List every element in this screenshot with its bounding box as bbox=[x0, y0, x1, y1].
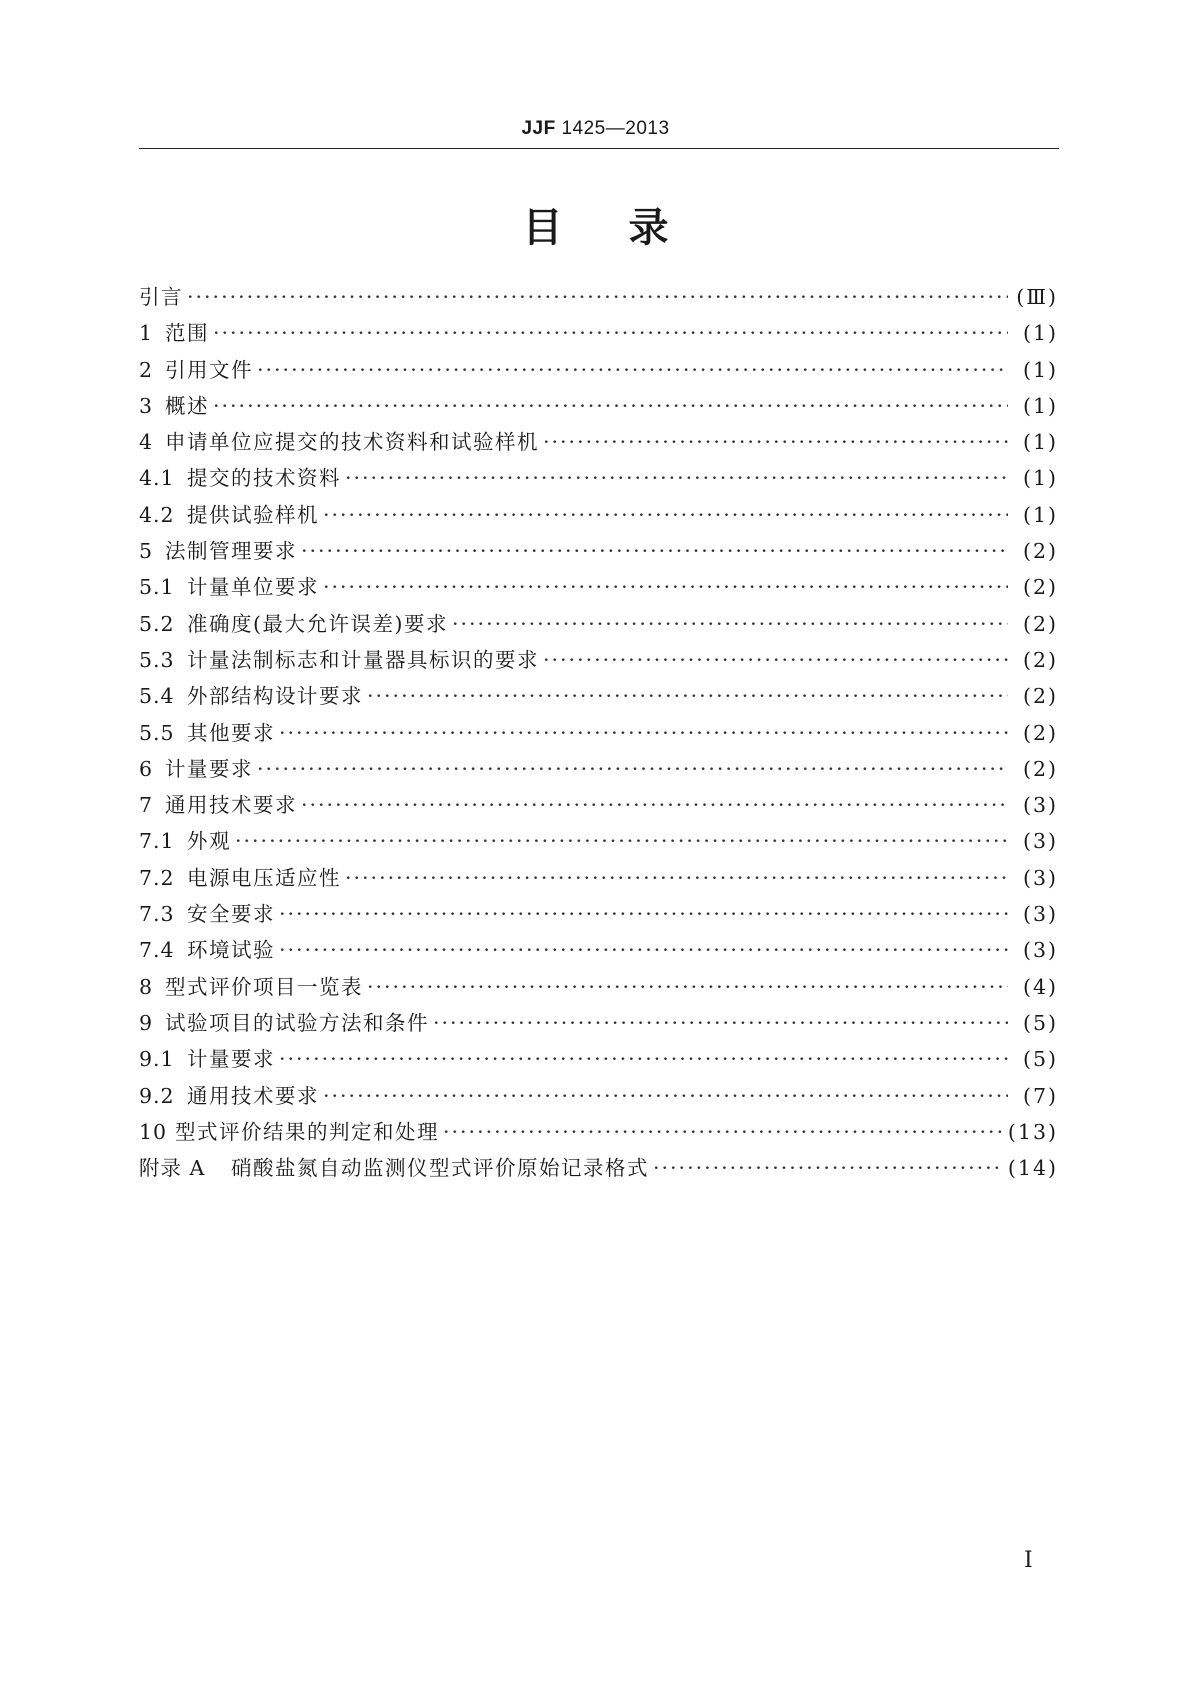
toc-entry-number: 9 bbox=[139, 1010, 154, 1035]
toc-dot-leader bbox=[452, 612, 1008, 636]
toc-entry-number: 2 bbox=[139, 357, 154, 382]
toc-entry-number: 附录 A bbox=[139, 1156, 206, 1181]
toc-entry[interactable] bbox=[139, 824, 1058, 860]
toc-entry-title: 引用文件 bbox=[165, 357, 253, 382]
toc-entry-number: 5.4 bbox=[139, 684, 175, 709]
toc-entry-page: (1) bbox=[1022, 430, 1058, 455]
toc-entry-number: 3 bbox=[139, 393, 154, 418]
toc-entry[interactable] bbox=[139, 389, 1058, 425]
toc-entry[interactable] bbox=[139, 570, 1058, 606]
toc-entry[interactable] bbox=[139, 461, 1058, 497]
toc-entry-title: 准确度(最大允许误差)要求 bbox=[187, 611, 448, 636]
toc-entry-title: 外观 bbox=[187, 829, 231, 854]
toc-entry[interactable] bbox=[139, 498, 1058, 534]
toc-entry-page: (2) bbox=[1022, 647, 1058, 672]
toc-entry[interactable] bbox=[139, 933, 1058, 969]
toc-entry[interactable] bbox=[139, 353, 1058, 389]
toc-entry-page: (1) bbox=[1022, 502, 1058, 527]
toc-entry-number: 9.2 bbox=[139, 1083, 175, 1108]
toc-dot-leader bbox=[367, 975, 1008, 999]
toc-entry[interactable] bbox=[139, 534, 1058, 570]
toc-entry-title: 法制管理要求 bbox=[165, 539, 297, 564]
toc-entry-number: 9.1 bbox=[139, 1047, 175, 1072]
toc-entry-title: 提供试验样机 bbox=[187, 502, 319, 527]
toc-entry-number: 5.5 bbox=[139, 720, 175, 745]
toc-entry-title: 提交的技术资料 bbox=[187, 466, 341, 491]
toc-entry-number: 4.2 bbox=[139, 502, 175, 527]
toc-dot-leader bbox=[345, 466, 1008, 490]
standard-code bbox=[0, 118, 1191, 140]
page-number: I bbox=[1024, 1548, 1033, 1573]
toc-entry-title: 环境试验 bbox=[187, 938, 275, 963]
toc-entry[interactable] bbox=[139, 280, 1058, 316]
toc-entry-title: 型式评价项目一览表 bbox=[165, 974, 363, 999]
toc-entry-title: 引言 bbox=[139, 285, 183, 309]
toc-entry-title: 安全要求 bbox=[187, 902, 275, 927]
toc-dot-leader bbox=[367, 684, 1008, 708]
toc-entry[interactable] bbox=[139, 607, 1058, 643]
toc-entry-page: (1) bbox=[1022, 393, 1058, 418]
toc-entry-page: (2) bbox=[1022, 720, 1058, 745]
standard-code-number: 1425—2013 bbox=[555, 118, 670, 139]
toc-entry[interactable] bbox=[139, 679, 1058, 715]
toc-entry[interactable] bbox=[139, 861, 1058, 897]
toc-entry[interactable] bbox=[139, 716, 1058, 752]
toc-dot-leader bbox=[257, 358, 1008, 382]
toc-entry-number: 1 bbox=[139, 321, 154, 346]
toc-entry-title: 其他要求 bbox=[187, 720, 275, 745]
toc-entry[interactable] bbox=[139, 897, 1058, 933]
toc-entry[interactable] bbox=[139, 970, 1058, 1006]
toc-dot-leader bbox=[279, 1047, 1008, 1071]
toc-entry-title: 通用技术要求 bbox=[165, 793, 297, 818]
toc-entry-number: 6 bbox=[139, 756, 154, 781]
toc-dot-leader bbox=[213, 394, 1008, 418]
toc-entry[interactable] bbox=[139, 425, 1058, 461]
toc-entry[interactable] bbox=[139, 1006, 1058, 1042]
toc-entry-page: (7) bbox=[1022, 1083, 1058, 1108]
toc-entry[interactable] bbox=[139, 788, 1058, 824]
toc-entry-page: (3) bbox=[1022, 829, 1058, 854]
toc-entry-number: 5.1 bbox=[139, 575, 175, 600]
table-of-contents bbox=[139, 280, 1058, 1187]
toc-entry-page: (3) bbox=[1022, 865, 1058, 890]
toc-entry[interactable] bbox=[139, 643, 1058, 679]
toc-dot-leader bbox=[279, 721, 1008, 745]
toc-entry-title: 试验项目的试验方法和条件 bbox=[165, 1010, 429, 1035]
toc-entry-number: 5.2 bbox=[139, 611, 175, 636]
toc-entry-number: 5 bbox=[139, 539, 154, 564]
toc-entry-number: 7 bbox=[139, 793, 154, 818]
toc-entry-title: 硝酸盐氮自动监测仪型式评价原始记录格式 bbox=[231, 1156, 649, 1181]
toc-dot-leader bbox=[187, 285, 1008, 309]
toc-entry-number: 8 bbox=[139, 974, 154, 999]
toc-dot-leader bbox=[301, 539, 1008, 563]
toc-entry-page: (2) bbox=[1022, 611, 1058, 636]
toc-entry-title: 电源电压适应性 bbox=[187, 865, 341, 890]
toc-entry-title: 范围 bbox=[165, 321, 209, 346]
toc-entry-title: 外部结构设计要求 bbox=[187, 684, 363, 709]
toc-dot-leader bbox=[345, 866, 1008, 890]
toc-dot-leader bbox=[323, 575, 1008, 599]
toc-entry-page: (3) bbox=[1022, 793, 1058, 818]
toc-entry-page: (4) bbox=[1022, 974, 1058, 999]
toc-dot-leader bbox=[543, 430, 1008, 454]
toc-entry-page: (3) bbox=[1022, 938, 1058, 963]
toc-entry-title: 计量法制标志和计量器具标识的要求 bbox=[187, 647, 539, 672]
toc-entry-page: (Ⅲ) bbox=[1016, 285, 1058, 309]
toc-entry[interactable] bbox=[139, 1042, 1058, 1078]
toc-entry-page: (1) bbox=[1022, 321, 1058, 346]
toc-entry-number: 7.1 bbox=[139, 829, 175, 854]
toc-entry-page: (2) bbox=[1022, 756, 1058, 781]
toc-dot-leader bbox=[279, 938, 1008, 962]
toc-dot-leader bbox=[653, 1156, 1004, 1180]
toc-entry-page: (13) bbox=[1007, 1119, 1058, 1144]
toc-entry-number: 4.1 bbox=[139, 466, 175, 491]
toc-entry[interactable] bbox=[139, 1151, 1058, 1187]
page-title: 目录 bbox=[522, 205, 735, 251]
toc-dot-leader bbox=[235, 829, 1008, 853]
toc-entry-page: (2) bbox=[1022, 684, 1058, 709]
header-divider bbox=[139, 148, 1059, 149]
toc-entry-title: 计量要求 bbox=[165, 756, 253, 781]
toc-entry-number: 4 bbox=[139, 430, 154, 455]
toc-entry-page: (1) bbox=[1022, 466, 1058, 491]
toc-dot-leader bbox=[279, 902, 1008, 926]
toc-entry[interactable] bbox=[139, 316, 1058, 352]
toc-entry-title: 计量单位要求 bbox=[187, 575, 319, 600]
toc-dot-leader bbox=[323, 1084, 1008, 1108]
standard-code-prefix: JJF bbox=[521, 118, 556, 139]
toc-entry-title: 申请单位应提交的技术资料和试验样机 bbox=[165, 430, 539, 455]
toc-entry-page: (5) bbox=[1022, 1047, 1058, 1072]
toc-entry-number: 7.4 bbox=[139, 938, 175, 963]
toc-dot-leader bbox=[543, 648, 1008, 672]
toc-dot-leader bbox=[323, 503, 1008, 527]
toc-entry-title: 型式评价结果的判定和处理 bbox=[175, 1119, 439, 1144]
toc-dot-leader bbox=[443, 1120, 1004, 1144]
toc-entry-title: 通用技术要求 bbox=[187, 1083, 319, 1108]
toc-entry[interactable] bbox=[139, 1115, 1058, 1151]
toc-dot-leader bbox=[433, 1011, 1008, 1035]
toc-entry-title: 概述 bbox=[165, 393, 209, 418]
toc-entry-page: (2) bbox=[1022, 575, 1058, 600]
toc-dot-leader bbox=[257, 757, 1008, 781]
toc-entry-page: (3) bbox=[1022, 902, 1058, 927]
toc-entry-number: 5.3 bbox=[139, 647, 175, 672]
toc-entry[interactable] bbox=[139, 752, 1058, 788]
toc-entry-number: 7.2 bbox=[139, 865, 175, 890]
toc-entry-number: 7.3 bbox=[139, 902, 175, 927]
toc-dot-leader bbox=[301, 793, 1008, 817]
toc-entry-page: (2) bbox=[1022, 539, 1058, 564]
toc-entry-page: (5) bbox=[1022, 1010, 1058, 1035]
toc-entry-title: 计量要求 bbox=[187, 1047, 275, 1072]
toc-dot-leader bbox=[213, 321, 1008, 345]
toc-entry-number: 10 bbox=[139, 1119, 168, 1144]
toc-entry[interactable] bbox=[139, 1079, 1058, 1115]
toc-entry-page: (1) bbox=[1022, 357, 1058, 382]
toc-entry-page: (14) bbox=[1007, 1156, 1058, 1181]
